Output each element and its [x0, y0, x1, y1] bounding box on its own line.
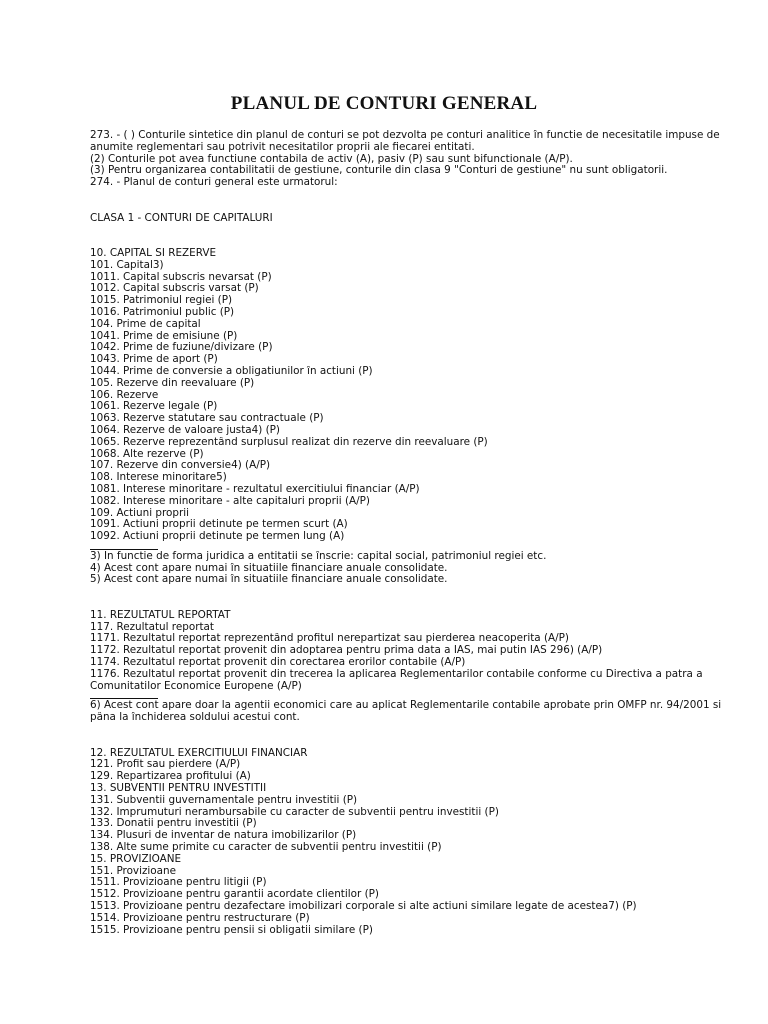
- text-line: (2) Conturile pot avea functiune contabila de activ (A), pasiv (P) sau sunt bifunctionale (A/P).: [90, 153, 573, 165]
- account-line: 1015. Patrimoniul regiei (P): [90, 295, 233, 307]
- account-line: 1172. Rezultatul reportat provenit din adoptarea pentru prima data a IAS, mai putin IAS 296) (A/P): [90, 645, 603, 657]
- footnote-line: pâna la închiderea soldului acestui cont.: [90, 712, 300, 724]
- account-line: 105. Rezerve din reevaluare (P): [90, 377, 255, 389]
- group-heading: 12. REZULTATUL EXERCITIULUI FINANCIAR: [90, 747, 308, 759]
- account-line: 1042. Prime de fuziune/divizare (P): [90, 342, 273, 354]
- group-heading: 10. CAPITAL SI REZERVE: [90, 247, 217, 259]
- account-line: 104. Prime de capital: [90, 318, 201, 330]
- account-line: 129. Repartizarea profitului (A): [90, 771, 251, 783]
- account-line: 138. Alte sume primite cu caracter de subventii pentru investitii (P): [90, 842, 442, 854]
- text-line: (3) Pentru organizarea contabilitatii de gestiune, conturile din clasa 9 "Conturi de gestiune" nu sunt obligatorii.: [90, 165, 668, 177]
- account-line: 121. Profit sau pierdere (A/P): [90, 759, 241, 771]
- footnotes-11: [90, 700, 730, 724]
- account-line: 1012. Capital subscris varsat (P): [90, 283, 259, 295]
- account-line: 132. Împrumuturi nerambursabile cu caracter de subventii pentru investitii (P): [90, 806, 499, 818]
- spacer: [90, 724, 730, 748]
- spacer: [90, 224, 730, 248]
- account-line: 1041. Prime de emisiune (P): [90, 330, 238, 342]
- account-group-11: [90, 610, 730, 693]
- account-line: 1043. Prime de aport (P): [90, 354, 218, 366]
- account-line: 1068. Alte rezerve (P): [90, 448, 204, 460]
- document-body: [90, 130, 730, 936]
- text-line: anumite reglementari sau potrivit necesitatilor proprii ale fiecarei entitati.: [90, 141, 475, 153]
- account-line: 1174. Rezultatul reportat provenit din corectarea erorilor contabile (A/P): [90, 657, 466, 669]
- account-line: 109. Actiuni proprii: [90, 507, 190, 519]
- account-line: 1081. Interese minoritare - rezultatul exercitiului financiar (A/P): [90, 483, 420, 495]
- account-group-10: [90, 248, 730, 543]
- account-line: 108. Interese minoritare5): [90, 472, 227, 484]
- account-line: 1513. Provizioane pentru dezafectare imobilizari corporale si alte actiuni similare legate de acestea7) (P): [90, 901, 637, 912]
- footnote-line: 5) Acest cont apare numai în situatiile financiare anuale consolidate.: [90, 574, 448, 586]
- account-line: 151. Provizioane: [90, 865, 177, 877]
- account-line: 1091. Actiuni proprii detinute pe termen scurt (A): [90, 519, 348, 531]
- account-line: 1044. Prime de conversie a obligatiunilor în actiuni (P): [90, 365, 373, 377]
- document-title: PLANUL DE CONTURI GENERAL: [230, 93, 538, 114]
- group-heading: 11. REZULTATUL REPORTAT: [90, 609, 231, 621]
- account-line: 1176. Rezultatul reportat provenit din trecerea la aplicarea Reglementarilor contabile conforme cu Directiva a patra a: [90, 668, 703, 680]
- account-line: 101. Capital3): [90, 259, 164, 271]
- account-line: 107. Rezerve din conversie4) (A/P): [90, 460, 271, 472]
- account-line: 117. Rezultatul reportat: [90, 621, 214, 633]
- account-line: 1063. Rezerve statutare sau contractuale (P): [90, 413, 324, 425]
- class-heading: CLASA 1 - CONTURI DE CAPITALURI: [90, 212, 273, 224]
- account-line: 1512. Provizioane pentru garantii acordate clientilor (P): [90, 889, 379, 901]
- account-line: Comunitatilor Economice Europene (A/P): [90, 680, 302, 692]
- account-line: 1171. Rezultatul reportat reprezentând profitul nerepartizat sau pierderea neacoperita (A/P): [90, 633, 569, 645]
- spacer: [90, 586, 730, 610]
- account-line: 1082. Interese minoritare - alte capitaluri proprii (A/P): [90, 495, 370, 507]
- footnote-divider: [90, 698, 158, 699]
- account-line: 1511. Provizioane pentru litigii (P): [90, 877, 267, 889]
- footnote-divider: [90, 549, 158, 550]
- intro-section: [90, 130, 730, 189]
- account-line: 1011. Capital subscris nevarsat (P): [90, 271, 272, 283]
- account-line: 1065. Rezerve reprezentând surplusul realizat din rezerve din reevaluare (P): [90, 436, 488, 448]
- text-line: 273. - ( ) Conturile sintetice din planul de conturi se pot dezvolta pe conturi analitice în functie de necesitatile impuse de: [90, 130, 720, 141]
- account-line: 1514. Provizioane pentru restructurare (P): [90, 912, 310, 924]
- account-line: 133. Donatii pentru investitii (P): [90, 818, 257, 830]
- account-line: 1016. Patrimoniul public (P): [90, 306, 235, 318]
- footnotes-10: [90, 551, 730, 586]
- account-line: 1061. Rezerve legale (P): [90, 401, 218, 413]
- footnote-line: 4) Acest cont apare numai în situatiile financiare anuale consolidate.: [90, 562, 448, 574]
- account-line: 131. Subventii guvernamentale pentru investitii (P): [90, 794, 358, 806]
- text-line: 274. - Planul de conturi general este urmatorul:: [90, 177, 338, 189]
- footnote-line: 6) Acest cont apare doar la agentii economici care au aplicat Reglementarile contabile aprobate prin OMFP nr. 94/2001 si: [90, 700, 722, 712]
- account-line: 1092. Actiuni proprii detinute pe termen lung (A): [90, 531, 345, 543]
- account-line: 1515. Provizioane pentru pensii si obligatii similare (P): [90, 924, 373, 936]
- account-group-12: [90, 748, 730, 937]
- group-heading: 15. PROVIZIOANE: [90, 853, 182, 865]
- account-line: 1064. Rezerve de valoare justa4) (P): [90, 424, 280, 436]
- account-line: 106. Rezerve: [90, 389, 159, 401]
- account-line: 134. Plusuri de inventar de natura imobilizarilor (P): [90, 830, 357, 842]
- group-heading: 13. SUBVENTII PENTRU INVESTITII: [90, 783, 267, 795]
- footnote-line: 3) În functie de forma juridica a entitatii se înscrie: capital social, patrimoniul regiei etc.: [90, 550, 547, 562]
- spacer: [90, 189, 730, 213]
